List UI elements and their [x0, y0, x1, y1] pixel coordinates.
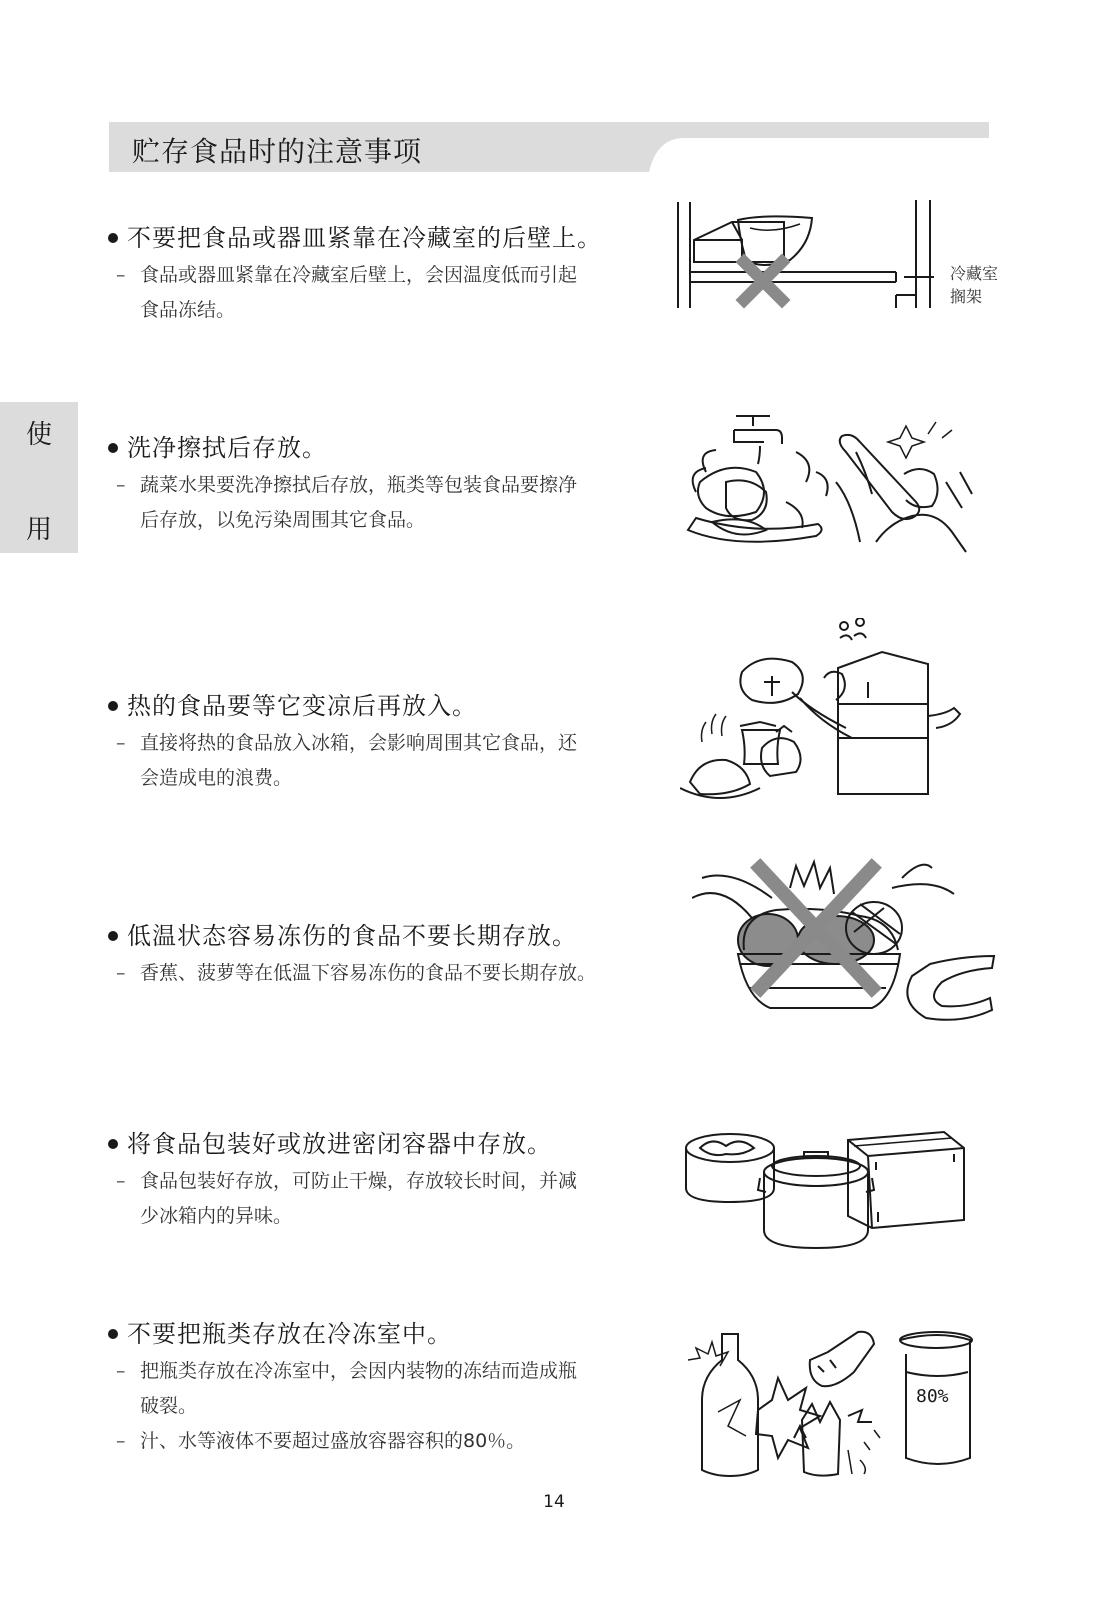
- desc-line: 把瓶类存放在冷冻室中，会因内装物的冻结而造成瓶: [140, 1360, 578, 1382]
- page-title: 贮存食品时的注意事项: [132, 135, 423, 168]
- section-desc: – 蔬菜水果要洗净擦拭后存放，瓶类等包装食品要擦净 后存放，以免污染周围其它食品。: [108, 468, 650, 538]
- desc-line: 食品包装好存放，可防止干燥，存放较长时间，并减: [140, 1170, 578, 1192]
- desc-line: 香蕉、菠萝等在低温下容易冻伤的食品不要长期存放。: [140, 962, 597, 984]
- section-title: 不要把瓶类存放在冷冻室中。: [127, 1320, 452, 1348]
- section-chill-sensitive: [108, 920, 668, 991]
- desc-line: 直接将热的食品放入冰箱，会影响周围其它食品，还: [140, 732, 578, 754]
- bullet-icon: [108, 931, 118, 941]
- page-number: 14: [543, 1492, 565, 1512]
- desc-line: 破裂。: [140, 1395, 198, 1417]
- wash-and-wipe-icon: [676, 412, 986, 562]
- label-fridge: 冷藏室: [950, 264, 999, 283]
- section-wall-contact: [108, 222, 668, 328]
- section-hot-food: [108, 690, 668, 796]
- hot-food-fridge-icon: [680, 618, 970, 818]
- desc-line: 少冰箱内的异味。: [140, 1205, 293, 1227]
- section-title: 热的食品要等它变凉后再放入。: [127, 692, 477, 720]
- bullet-icon: [108, 233, 118, 243]
- desc-line: 后存放，以免污染周围其它食品。: [140, 509, 426, 531]
- desc-line: 蔬菜水果要洗净擦拭后存放，瓶类等包装食品要擦净: [140, 474, 578, 496]
- tropical-fruit-wrong-icon: [692, 858, 1002, 1038]
- bullet-icon: [108, 443, 118, 453]
- section-desc: – 直接将热的食品放入冰箱，会影响周围其它食品，还 会造成电的浪费。: [108, 726, 650, 796]
- desc-line: 会造成电的浪费。: [140, 767, 293, 789]
- section-desc: – 食品或器皿紧靠在冷藏室后壁上，会因温度低而引起 食品冻结。: [108, 258, 650, 328]
- shelf-label: [950, 262, 998, 308]
- section-title: 将食品包装好或放进密闭容器中存放。: [127, 1130, 552, 1158]
- section-desc: – 汁、水等液体不要超过盛放容器容积的80％。: [108, 1424, 650, 1459]
- desc-line: 食品冻结。: [140, 299, 236, 321]
- section-desc: – 食品包装好存放，可防止干燥，存放较长时间，并减 少冰箱内的异味。: [108, 1164, 650, 1234]
- side-tab-char: 使: [25, 420, 52, 450]
- section-title: 低温状态容易冻伤的食品不要长期存放。: [127, 922, 577, 950]
- section-sealed: [108, 1128, 668, 1234]
- bullet-icon: [108, 1139, 118, 1149]
- side-tab-char: 用: [25, 515, 52, 545]
- side-tab: [0, 402, 78, 553]
- section-desc: – 香蕉、菠萝等在低温下容易冻伤的食品不要长期存放。: [108, 956, 650, 991]
- bullet-icon: [108, 1329, 118, 1339]
- desc-line: 汁、水等液体不要超过盛放容器容积的80％。: [140, 1430, 526, 1452]
- beaker-label: 80%: [916, 1386, 949, 1407]
- desc-line: 食品或器皿紧靠在冷藏室后壁上，会因温度低而引起: [140, 264, 578, 286]
- bullet-icon: [108, 701, 118, 711]
- sealed-containers-icon: [682, 1126, 972, 1256]
- section-wash: [108, 432, 668, 538]
- fridge-shelf-wrong-icon: [672, 200, 942, 320]
- section-title: 洗净擦拭后存放。: [127, 434, 327, 462]
- section-bottles: [108, 1318, 668, 1459]
- label-shelf: 搁架: [950, 287, 983, 306]
- section-title: 不要把食品或器皿紧靠在冷藏室的后壁上。: [127, 224, 602, 252]
- section-desc: – 把瓶类存放在冷冻室中，会因内装物的冻结而造成瓶 破裂。: [108, 1354, 650, 1424]
- broken-bottles-icon: [688, 1330, 988, 1480]
